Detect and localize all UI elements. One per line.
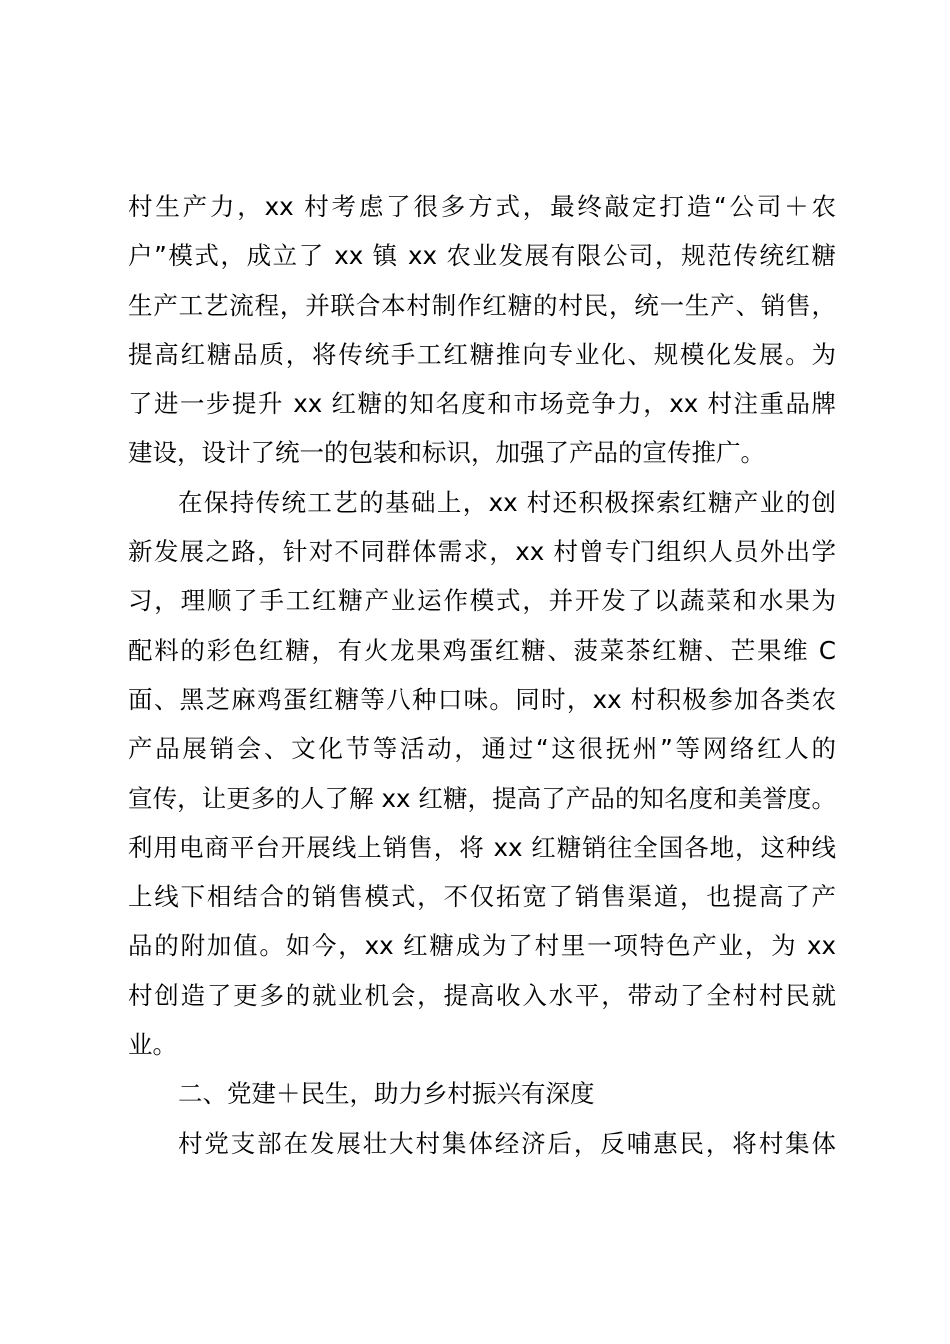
text-line: 了进一步提升 xx 红糖的知名度和市场竞争力，xx 村注重品牌 — [128, 389, 836, 419]
text-line: 村党支部在发展壮大村集体经济后，反哺惠民，将村集体 — [178, 1128, 836, 1158]
text-line: 建设，设计了统一的包装和标识，加强了产品的宣传推广。 — [128, 438, 765, 468]
text-line: 生产工艺流程，并联合本村制作红糖的村民，统一生产、销售， — [128, 290, 836, 320]
text-line: 产品展销会、文化节等活动，通过“这很抚州”等网络红人的 — [128, 734, 836, 764]
text-line: 上线下相结合的销售模式，不仅拓宽了销售渠道，也提高了产 — [128, 882, 836, 912]
body-text — [128, 182, 836, 1168]
section-heading: 二、党建＋民生，助力乡村振兴有深度 — [178, 1079, 595, 1109]
text-line: 村创造了更多的就业机会，提高收入水平，带动了全村村民就 — [128, 980, 836, 1010]
text-line: 户”模式，成立了 xx 镇 xx 农业发展有限公司，规范传统红糖 — [128, 241, 836, 271]
text-line: 提高红糖品质，将传统手工红糖推向专业化、规模化发展。为 — [128, 339, 836, 369]
text-line: 利用电商平台开展线上销售，将 xx 红糖销往全国各地，这种线 — [128, 832, 836, 862]
text-line: 品的附加值。如今，xx 红糖成为了村里一项特色产业，为 xx — [128, 931, 836, 961]
text-line: 村生产力，xx 村考虑了很多方式，最终敲定打造“公司＋农 — [128, 192, 836, 221]
text-line: 习，理顺了手工红糖产业运作模式，并开发了以蔬菜和水果为 — [128, 586, 836, 616]
text-line: 宣传，让更多的人了解 xx 红糖，提高了产品的知名度和美誉度。 — [128, 783, 836, 813]
text-line: 配料的彩色红糖，有火龙果鸡蛋红糖、菠菜茶红糖、芒果维 C — [128, 635, 836, 665]
text-line: 业。 — [128, 1030, 177, 1060]
text-line: 在保持传统工艺的基础上，xx 村还积极探索红糖产业的创 — [178, 487, 836, 517]
text-line: 新发展之路，针对不同群体需求，xx 村曾专门组织人员外出学 — [128, 537, 836, 567]
text-line: 面、黑芝麻鸡蛋红糖等八种口味。同时，xx 村积极参加各类农 — [128, 684, 836, 714]
